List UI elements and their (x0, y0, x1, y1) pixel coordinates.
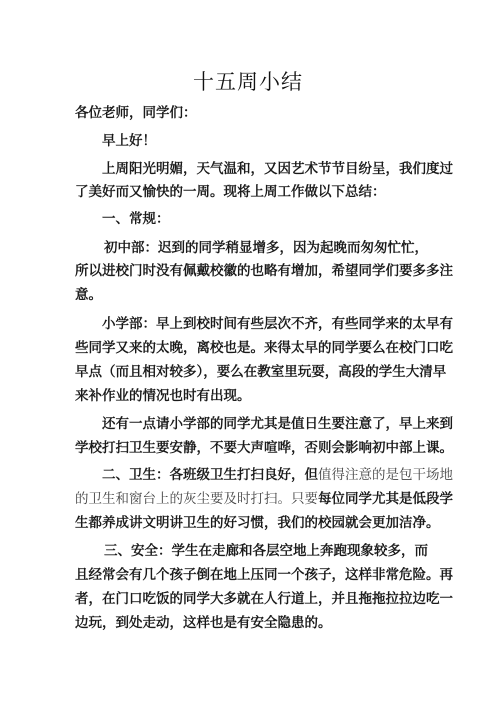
section2-line-2-bold: 每位同学尤其是低段学 (318, 491, 453, 507)
section1-heading: 一、常规： (102, 211, 170, 227)
primary-line-1: 小学部：早上到校时间有些层次不齐，有些同学来的太早有 (102, 316, 453, 332)
junior-line-2: 所以进校门时没有佩戴校徽的也略有增加，希望同学们要多多注 (75, 263, 453, 279)
primary-line-3: 早点（而且相对较多），要么在教室里玩耍，高段的学生大清早 (75, 364, 447, 380)
section3-line-2: 且经常会有几个孩子倒在地上压同一个孩子，这样非常危险。再 (75, 567, 453, 583)
reminder-line-1: 还有一点请小学部的同学尤其是值日生要注意了，早上来到 (102, 416, 453, 432)
section3-line-4: 边玩，到处走动，这样也是有安全隐患的。 (75, 615, 332, 631)
greeting: 各位老师，同学们： (75, 105, 197, 121)
reminder-line-2: 学校打扫卫生要安静，不要大声喧哗，否则会影响初中部上课。 (75, 440, 453, 456)
section2-line-3: 生都养成讲文明讲卫生的好习惯，我们的校园就会更加洁净。 (75, 515, 440, 531)
section3-line-1: 三、安全：学生在走廊和各层空地上奔跑现象较多，而 (104, 543, 428, 559)
junior-line-1: 初中部：迟到的同学稍显增多，因为起晚而匆匆忙忙， (104, 240, 428, 256)
section2-line-2 (75, 490, 453, 508)
morning-greeting: 早上好！ (102, 133, 156, 149)
intro-line-1: 上周阳光明媚，天气温和，又因艺术节节目纷呈，我们度过 (102, 161, 453, 177)
section2-line-2-light: 的卫生和窗台上的灰尘要及时打扫。只要 (75, 491, 318, 507)
junior-line-3: 意。 (75, 287, 102, 303)
intro-line-2: 了美好而又愉快的一周。现将上周工作做以下总结： (75, 184, 386, 200)
section3-line-3: 者，在门口吃饭的同学大多就在人行道上，并且拖拖拉拉边吃一 (75, 591, 453, 607)
document-title: 十五周小结 (193, 70, 303, 94)
section2-line-1-bold: 二、卫生：各班级卫生打扫良好，但 (102, 467, 318, 483)
section2-line-1-light: 值得注意的是包干场地 (318, 467, 453, 483)
primary-line-4: 来补作业的情况也时有出现。 (75, 388, 251, 404)
section2-line-1 (102, 466, 453, 484)
primary-line-2: 些同学又来的太晚，离校也是。来得太早的同学要么在校门口吃 (75, 340, 453, 356)
